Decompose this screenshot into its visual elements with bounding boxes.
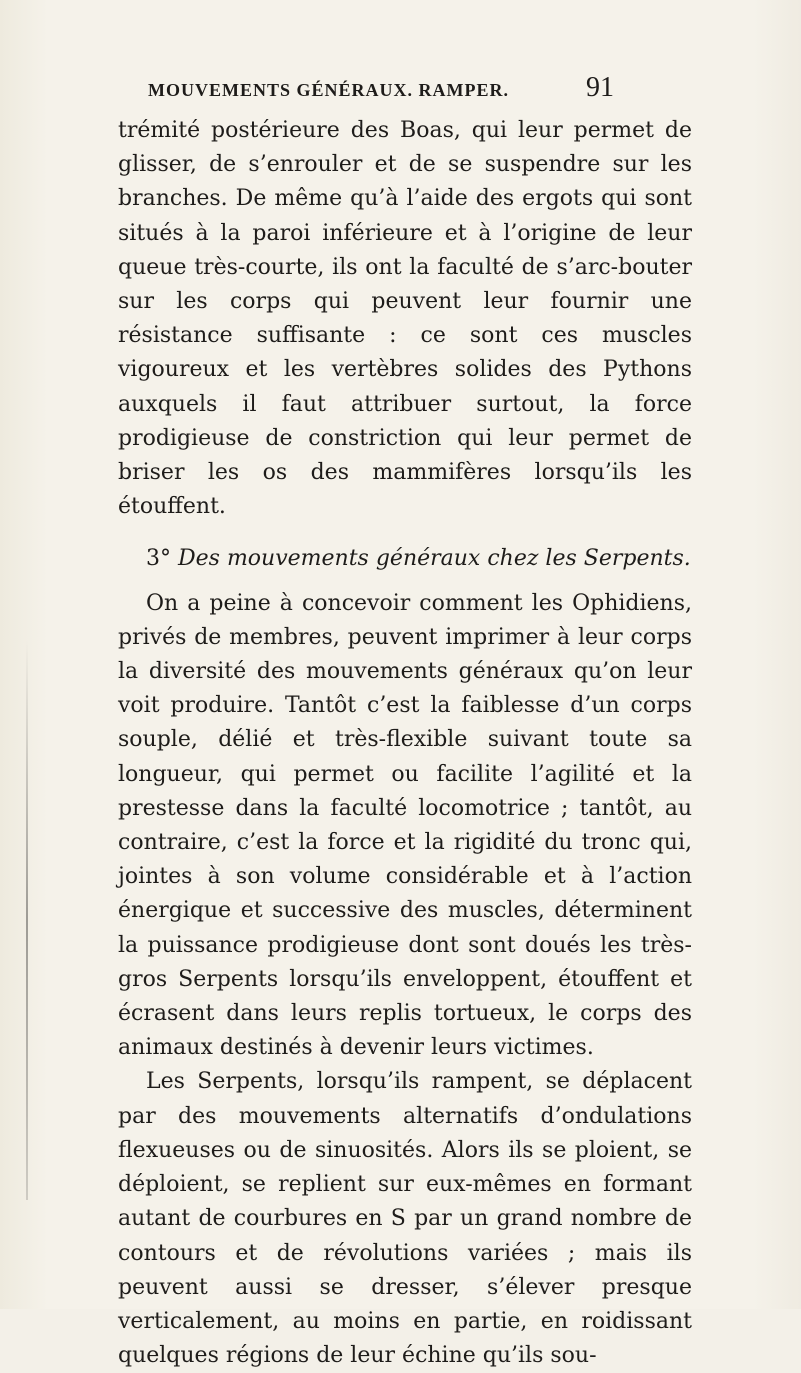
paragraph-2: On a peine à concevoir comment les Ophidiens, privés de membres, peuvent imprimer à leur corps la diversité des mouvements généraux qu’on leur voit produire. Tantôt c’est la faiblesse d’un corps souple, délié et très-flexible suivant toute sa longueur, qui permet ou facilite l’agilité et la prestesse dans la faculté locomotrice ; tantôt, au contraire, c’est la force et la rigidité du tronc qui, jointes à son volume considérable et à l’action énergique et successive des muscles, déterminent la puissance prodigieuse dont sont doués les très-gros Serpents lorsqu’ils enveloppent, étouffent et écrasent dans leurs replis tortueux, le corps des animaux destinés à devenir leurs victimes. [118,590,692,1061]
section-number: 3° [146,546,171,572]
running-head: MOUVEMENTS GÉNÉRAUX. RAMPER. [148,80,509,100]
paragraph-1: trémité postérieure des Boas, qui leur permet de glisser, de s’enrouler et de se suspendre sur les branches. De même qu’à l’aide des ergots qui sont situés à la paroi inférieure et à l’origine de leur queue très-courte, ils ont la faculté de s’arc-bouter sur les corps qui peuvent leur fournir une résistance suffisante : ce sont ces muscles vigoureux et les vertèbres solides des Pythons auxquels il faut attribuer surtout, la force prodigieuse de constriction qui leur permet de briser les os des mammifères lorsqu’ils les étouffent. [118,118,692,520]
body-text [118,114,692,1373]
section-title: Des mouvements généraux chez les Serpents. [178,546,691,572]
binding-shadow [26,640,28,1200]
paragraph-3: Les Serpents, lorsqu’ils rampent, se déplacent par des mouvements alternatifs d’ondulations flexueuses ou de sinuosités. Alors ils se ploient, se déploient, se replient sur eux-mêmes en formant autant de courbures en S par un grand nombre de contours et de révolutions variées ; mais ils peuvent aussi se dresser, s’élever presque verticalement, au moins en partie, en roidissant quelques régions de leur échine qu’ils sou- [118,1069,692,1369]
page-header [148,72,614,112]
section-heading [118,542,692,576]
page-number: 91 [586,72,614,103]
